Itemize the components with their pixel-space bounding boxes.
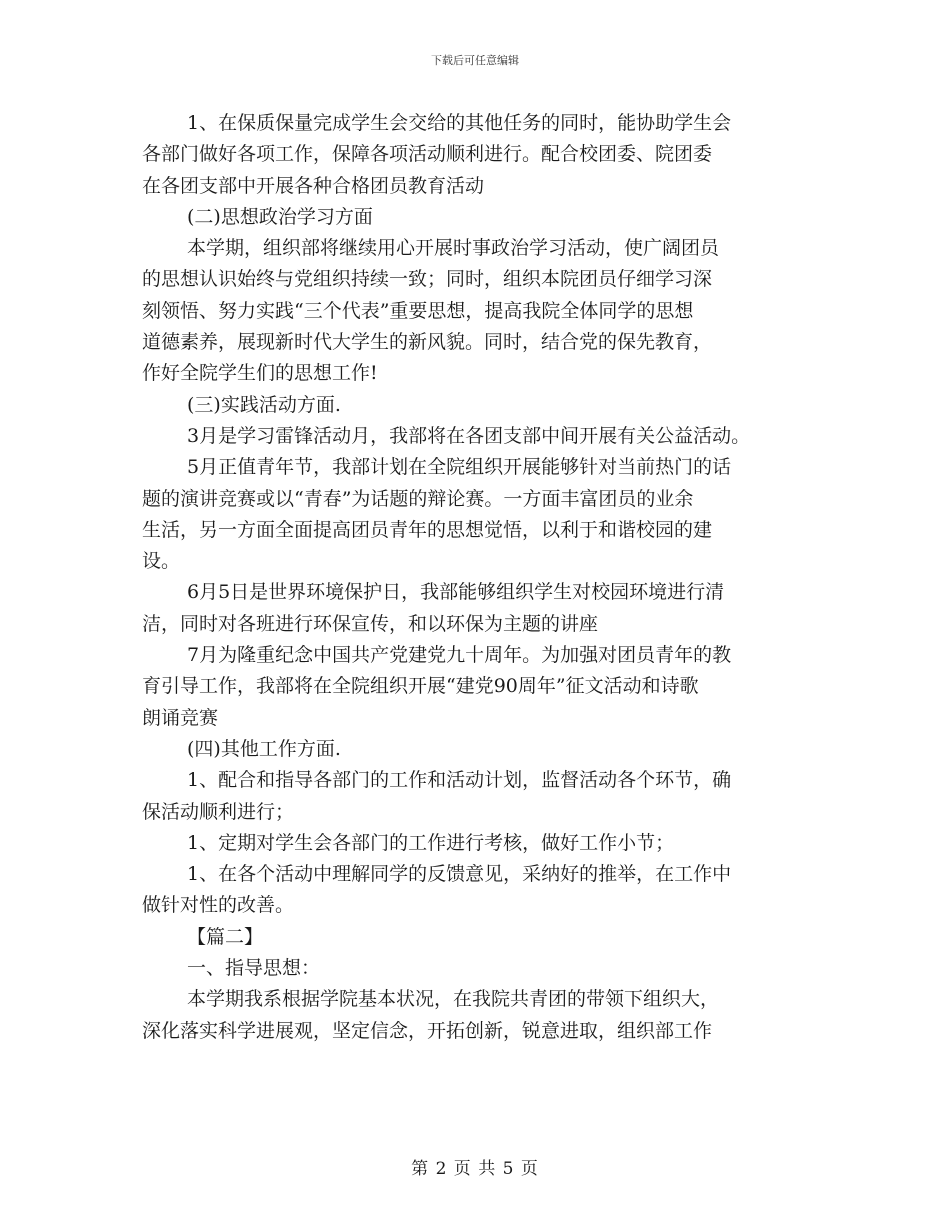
text-line: 育引导工作，我部将在全院组织开展“建党90周年”征文活动和诗歌 [142, 675, 699, 698]
text-line: (二)思想政治学习方面 [187, 205, 373, 228]
text-line: (四)其他工作方面. [187, 737, 341, 760]
page-header-note: 下载后可任意编辑 [431, 54, 519, 67]
text-line: 1、定期对学生会各部门的工作进行考核，做好工作小节； [187, 831, 675, 854]
text-line: 保活动顺利进行； [142, 800, 295, 823]
page-number: 第 2 页 共 5 页 [411, 1159, 539, 1179]
document-body [142, 108, 822, 1047]
text-line: 做针对性的改善。 [142, 894, 295, 917]
text-line: 洁，同时对各班进行环保宣传，和以环保为主题的讲座 [142, 612, 599, 635]
text-line: 各部门做好各项工作，保障各项活动顺利进行。配合校团委、院团委 [142, 143, 713, 166]
text-line: 1、在保质保量完成学生会交给的其他任务的同时，能协助学生会 [187, 112, 732, 134]
text-line: 道德素养，展现新时代大学生的新风貌。同时，结合党的保先教育， [142, 331, 713, 354]
text-line: 7月为隆重纪念中国共产党建党九十周年。为加强对团员青年的教 [187, 644, 732, 667]
text-line: 的思想认识始终与党组织持续一致；同时，组织本院团员仔细学习深 [142, 268, 713, 291]
text-line: 5月正值青年节，我部计划在全院组织开展能够针对当前热门的话 [187, 456, 732, 479]
text-line: 本学期我系根据学院基本状况，在我院共青团的带领下组织大， [187, 988, 720, 1011]
text-line: 1、配合和指导各部门的工作和活动计划，监督活动各个环节，确 [187, 769, 732, 792]
text-line: (三)实践活动方面. [187, 393, 341, 416]
text-line: 6月5日是世界环境保护日，我部能够组织学生对校园环境进行清 [187, 581, 725, 604]
text-line: 3月是学习雷锋活动月，我部将在各团支部中间开展有关公益活动。 [187, 424, 751, 447]
text-line: 【篇二】 [187, 925, 264, 948]
text-line: 1、在各个活动中理解同学的反馈意见，采纳好的推举，在工作中 [187, 863, 732, 886]
text-line: 本学期，组织部将继续用心开展时事政治学习活动，使广阔团员 [187, 237, 720, 260]
text-line: 一、指导思想： [187, 957, 321, 980]
text-line: 设。 [142, 550, 181, 573]
text-line: 刻领悟、努力实践“三个代表”重要思想，提高我院全体同学的思想 [142, 299, 694, 322]
text-line: 作好全院学生们的思想工作! [142, 362, 378, 385]
text-line: 生活，另一方面全面提高团员青年的思想觉悟，以利于和谐校园的建 [142, 518, 713, 541]
text-line: 在各团支部中开展各种合格团员教育活动 [142, 174, 485, 197]
text-line: 深化落实科学进展观，坚定信念，开拓创新，锐意进取，组织部工作 [142, 1019, 713, 1042]
text-line: 题的演讲竞赛或以“青春”为话题的辩论赛。一方面丰富团员的业余 [142, 487, 694, 510]
text-line: 朗诵竞赛 [142, 706, 219, 729]
